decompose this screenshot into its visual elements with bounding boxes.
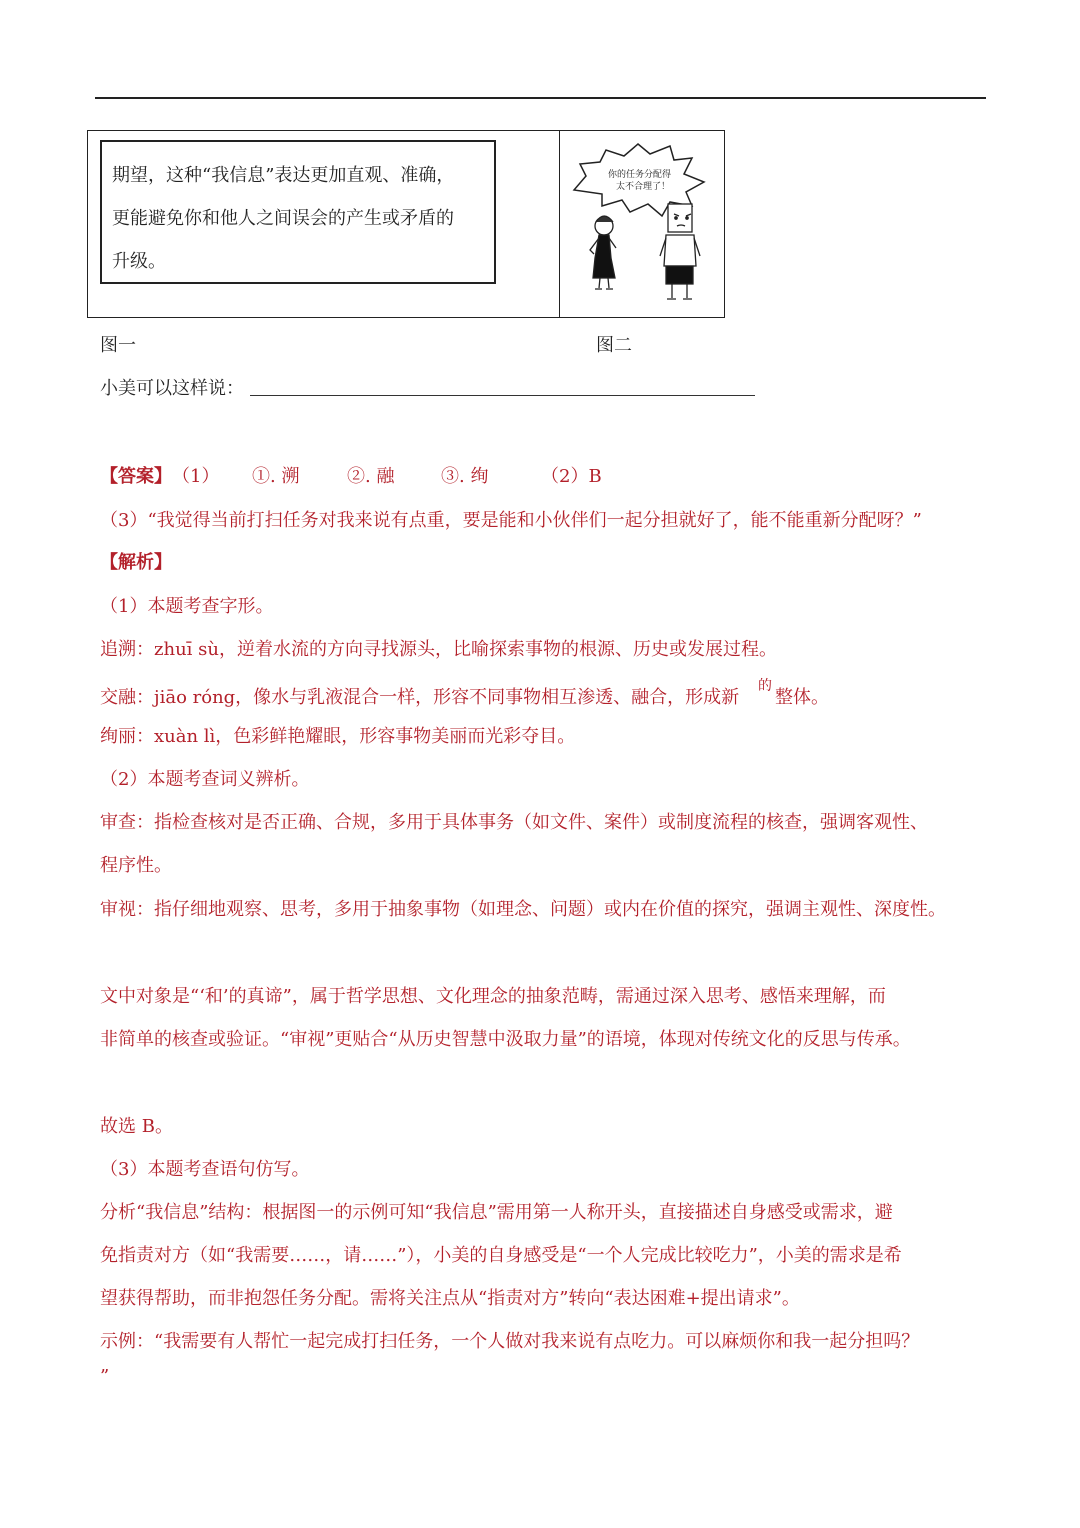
answer-option-1: ①. 溯	[252, 466, 300, 487]
figure-divider	[559, 130, 560, 318]
analysis-line: 分析“我信息”结构：根据图一的示例可知“我信息”需用第一人称开头，直接描述自身感受或需求，避	[100, 1202, 893, 1223]
answer-part1: （1）	[172, 466, 220, 487]
analysis-line: 整体。	[775, 687, 829, 708]
analysis-line: 示例：“我需要有人帮忙一起完成打扫任务，一个人做对我来说有点吃力。可以麻烦你和我一起分担吗？	[100, 1331, 920, 1352]
answer-blank-line	[250, 395, 755, 396]
analysis-line: （2）本题考查词义辨析。	[100, 769, 310, 790]
boy-figure	[660, 204, 700, 299]
analysis-line: 望获得帮助，而非抱怨任务分配。需将关注点从“指责对方”转向“表达困难+提出请求”。	[100, 1288, 800, 1309]
speech-bubble-text: 你的任务分配得	[608, 170, 672, 180]
analysis-line: （3）本题考查语句仿写。	[100, 1159, 310, 1180]
quote-line: 更能避免你和他人之间误会的产生或矛盾的	[112, 208, 454, 229]
answer-label: 【答案】	[100, 466, 172, 487]
analysis-line: （1）本题考查字形。	[100, 596, 274, 617]
analysis-inserted-char: 的	[758, 678, 772, 694]
caption-figure-2: 图二	[596, 335, 632, 356]
analysis-label: 【解析】	[100, 552, 172, 573]
analysis-line: 追溯：zhuī sù，逆着水流的方向寻找源头，比喻探索事物的根源、历史或发展过程。	[100, 639, 777, 660]
cartoon-illustration	[566, 138, 720, 308]
analysis-line: 审视：指仔细地观察、思考，多用于抽象事物（如理念、问题）或内在价值的探究，强调主观性、深度性。	[100, 899, 946, 920]
analysis-line: ”	[100, 1366, 110, 1387]
quote-line: 期望，这种“我信息”表达更加直观、准确，	[112, 165, 455, 186]
answer-option-3: ③. 绚	[441, 466, 489, 487]
header-rule	[95, 97, 986, 99]
analysis-line: 非简单的核查或验证。“审视”更贴合“从历史智慧中汲取力量”的语境，体现对传统文化的反思与传承。	[100, 1029, 911, 1050]
girl-figure	[590, 216, 616, 289]
analysis-line: 免指责对方（如“我需要……，请……”），小美的自身感受是“一个人完成比较吃力”，小美的需求是希	[100, 1245, 902, 1266]
analysis-line: 审查：指检查核对是否正确、合规，多用于具体事务（如文件、案件）或制度流程的核查，强调客观性、	[100, 812, 928, 833]
answer-part3: （3）“我觉得当前打扫任务对我来说有点重，要是能和小伙伴们一起分担就好了，能不能重新分配呀？”	[100, 510, 922, 531]
caption-figure-1: 图一	[100, 335, 136, 356]
prompt-label: 小美可以这样说：	[100, 378, 244, 399]
answer-option-2: ②. 融	[347, 466, 395, 487]
answer-part2: （2）B	[541, 466, 602, 487]
quote-line: 升级。	[112, 251, 166, 272]
analysis-line: 文中对象是“‘和’的真谛”，属于哲学思想、文化理念的抽象范畴，需通过深入思考、感悟来理解，而	[100, 986, 886, 1007]
quote-box	[100, 140, 496, 284]
speech-bubble-text: 太不合理了！	[616, 182, 671, 192]
analysis-line: 故选 B。	[100, 1116, 173, 1137]
analysis-line: 交融：jiāo róng，像水与乳液混合一样，形容不同事物相互渗透、融合，形成新	[100, 687, 740, 708]
analysis-line: 程序性。	[100, 855, 172, 876]
analysis-line: 绚丽：xuàn lì，色彩鲜艳耀眼，形容事物美丽而光彩夺目。	[100, 726, 576, 747]
